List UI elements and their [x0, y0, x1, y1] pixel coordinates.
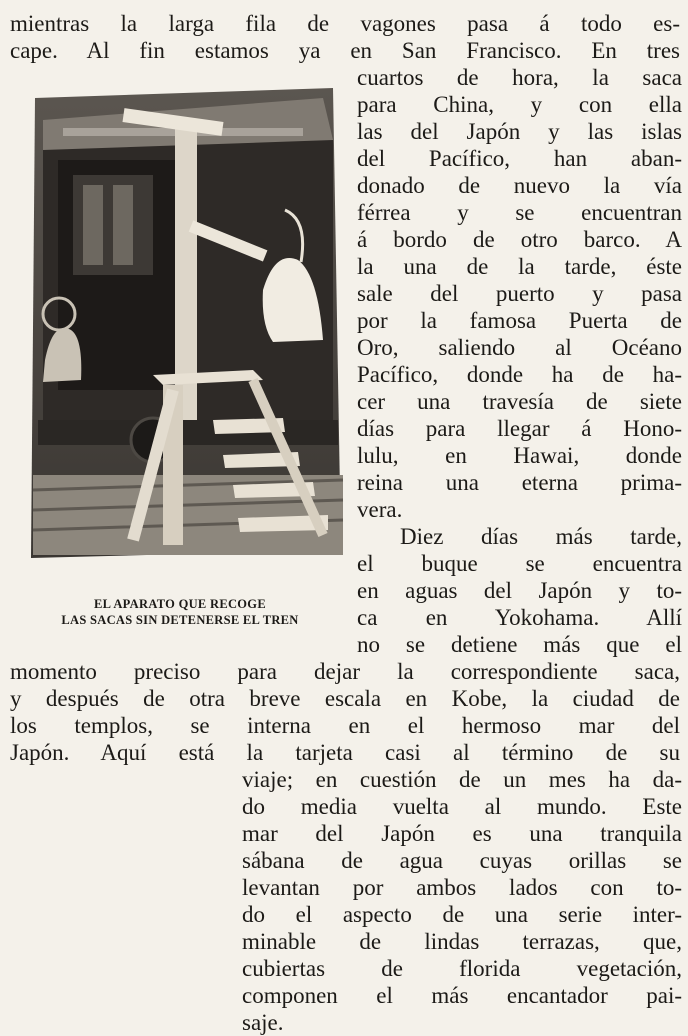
body-text-line: saje. [242, 1010, 284, 1035]
body-text-line: mar del Japón es una tranquila [242, 821, 682, 846]
body-text-line: cape. Al fin estamos ya en San Francisco. En tres [10, 38, 680, 63]
photo-caption-line-1: EL APARATO QUE RECOGE [94, 597, 266, 611]
body-text-line: Pacífico, donde ha de ha- [357, 362, 682, 387]
body-text-line: por la famosa Puerta de [357, 308, 682, 333]
body-text-line: levantan por ambos lados con to- [242, 875, 682, 900]
body-text-line: á bordo de otro barco. A [357, 227, 682, 252]
body-text-line: cuartos de hora, la saca [357, 65, 682, 90]
body-text-line: viaje; en cuestión de un mes ha da- [242, 767, 682, 792]
body-text-line: Oro, saliendo al Océano [357, 335, 682, 360]
body-text-line: los templos, se interna en el hermoso mar del [10, 713, 680, 738]
body-text-line: lulu, en Hawai, donde [357, 443, 682, 468]
body-text-line: no se detiene más que el [357, 632, 682, 657]
body-text-line: vera. [357, 497, 403, 522]
body-text-line: do el aspecto de una serie inter- [242, 902, 682, 927]
body-text-line: componen el más encantador pai- [242, 983, 682, 1008]
body-text-line: mientras la larga fila de vagones pasa á todo es- [10, 11, 680, 36]
body-text-line: Japón. Aquí está la tarjeta casi al término de su [10, 740, 680, 765]
body-text-line: días para llegar á Hono- [357, 416, 682, 441]
mail-crane-photo [23, 80, 345, 567]
body-text-line: las del Japón y las islas [357, 119, 682, 144]
body-text-line: sale del puerto y pasa [357, 281, 682, 306]
body-text-line: cubiertas de florida vegetación, [242, 956, 682, 981]
body-text-line: sábana de agua cuyas orillas se [242, 848, 682, 873]
body-text-line: momento preciso para dejar la correspondiente saca, [10, 659, 680, 684]
body-text-line: ca en Yokohama. Allí [357, 605, 682, 630]
body-text-line: del Pacífico, han aban- [357, 146, 682, 171]
body-text-line: para China, y con ella [357, 92, 682, 117]
body-text-line: do media vuelta al mundo. Este [242, 794, 682, 819]
body-text-line: el buque se encuentra [357, 551, 682, 576]
body-text-line: la una de la tarde, éste [357, 254, 682, 279]
body-text-line: donado de nuevo la vía [357, 173, 682, 198]
body-text-line: y después de otra breve escala en Kobe, la ciudad de [10, 686, 680, 711]
photo-caption-line-2: LAS SACAS SIN DETENERSE EL TREN [61, 613, 299, 627]
body-text-line: reina una eterna prima- [357, 470, 682, 495]
body-text-line: férrea y se encuentran [357, 200, 682, 225]
body-text-line: minable de lindas terrazas, que, [242, 929, 682, 954]
body-text-line: cer una travesía de siete [357, 389, 682, 414]
body-text-line: en aguas del Japón y to- [357, 578, 682, 603]
body-text-line: Diez días más tarde, [400, 524, 682, 549]
